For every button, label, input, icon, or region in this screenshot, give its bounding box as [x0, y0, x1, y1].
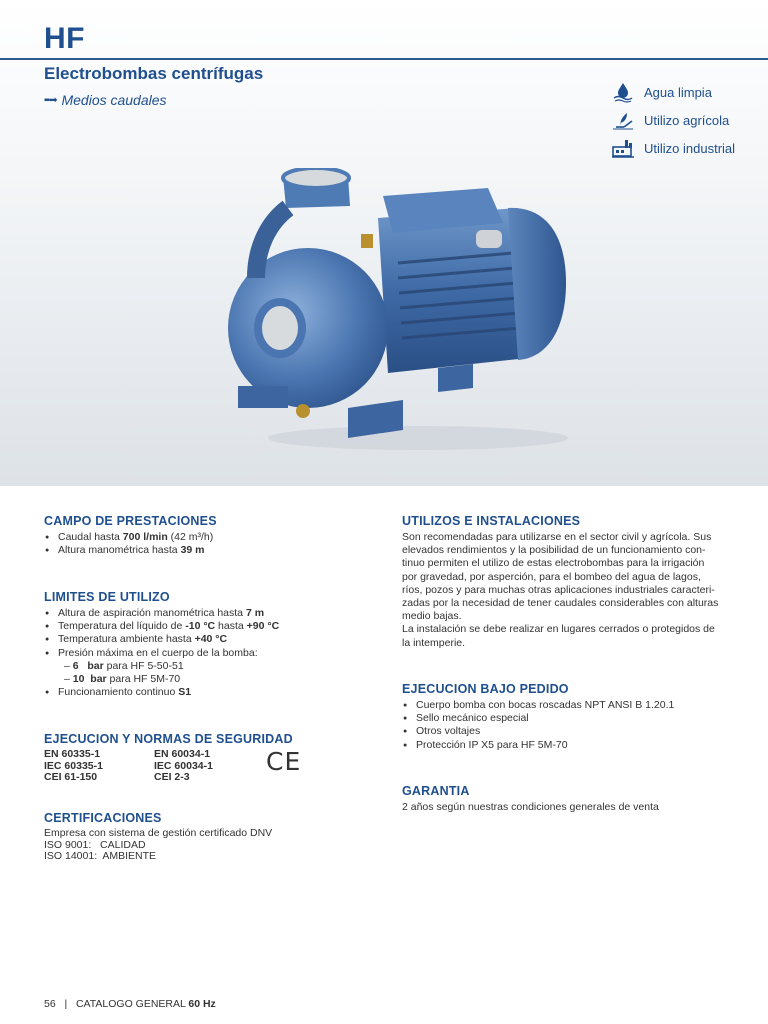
arrow-icon: ▪▪➡ — [44, 94, 57, 106]
section-campo — [44, 514, 217, 557]
section-cert — [44, 811, 272, 863]
list-item: ● Temperatura del líquido de -10 °C hasta +90 °C — [44, 620, 279, 633]
page-footer — [44, 998, 216, 1010]
use-item-agriculture — [610, 106, 735, 134]
list-item: ● Protección IP X5 para HF 5M-70 — [402, 739, 674, 752]
header-divider — [0, 58, 768, 60]
pump-image — [228, 168, 578, 458]
section-normas — [44, 732, 301, 784]
standards-table — [44, 749, 301, 784]
list-subitem: – 6 bar para HF 5-50-51 — [64, 659, 184, 672]
use-item-industry — [610, 134, 735, 162]
cert-text: Empresa con sistema de gestión certificado DNV ISO 9001: CALIDAD ISO 14001: AMBIENTE — [44, 827, 273, 862]
section-heading: GARANTIA — [402, 784, 470, 798]
bullet-list — [44, 531, 217, 557]
footer-separator: | — [64, 998, 68, 1010]
catalog-name: CATALOGO GENERAL — [75, 998, 189, 1010]
garantia-text: 2 años según nuestras condiciones generales de venta — [402, 801, 659, 813]
list-subitem: – 10 bar para HF 5M-70 — [64, 673, 181, 686]
section-garantia — [402, 784, 659, 814]
subtitle-text: Medios caudales — [61, 92, 167, 108]
standards-col: EN 60034-1 IEC 60034-1 CEI 2-3 — [154, 748, 213, 783]
standards-col: EN 60335-1 IEC 60335-1 CEI 61-150 — [44, 748, 103, 783]
use-label: Utilizo industrial — [644, 140, 736, 156]
section-heading: EJECUCION BAJO PEDIDO — [402, 682, 569, 696]
ce-mark: CE — [266, 747, 302, 776]
page-number: 56 — [44, 998, 56, 1010]
industry-icon — [610, 137, 636, 159]
bullet-list — [402, 699, 674, 752]
use-label: Agua limpia — [644, 84, 712, 100]
section-heading: UTILIZOS E INSTALACIONES — [402, 514, 581, 528]
bullet-list — [44, 607, 279, 699]
section-heading: CAMPO DE PRESTACIONES — [44, 514, 217, 528]
section-limites — [44, 590, 279, 699]
use-label: Utilizo agrícola — [644, 112, 730, 128]
list-item: ● Funcionamiento continuo S1 — [44, 686, 279, 699]
list-item: ● Cuerpo bomba con bocas roscadas NPT ANSI B 1.20.1 — [402, 699, 674, 712]
agriculture-icon — [610, 109, 636, 131]
section-heading: LIMITES DE UTILIZO — [44, 590, 170, 604]
page-subtitle — [44, 92, 167, 108]
section-heading: CERTIFICACIONES — [44, 811, 162, 825]
water-drop-icon — [610, 81, 636, 103]
page-title: Electrobombas centrífugas — [44, 64, 264, 83]
list-item: ● Sello mecánico especial — [402, 712, 674, 725]
uses-list — [610, 78, 735, 162]
list-item: ● Altura de aspiración manométrica hasta 7 m — [44, 607, 279, 620]
use-item-clean-water — [610, 78, 735, 106]
utilizos-text: Son recomendadas para utilizarse en el sector civil y agrícola. Sus elevados rendimientos y la posibilidad de un funcionamiento con- tinuo permiten el utilizo de estas electrobombas para la irrigación por gravedad, por asperción, para el bombeo del agua de lagos, ríos, pozos y para muchas otras aplicaciones industriales caracteri- zadas por la necesidad de tener caudales considerables con alturas medio bajas. La instalación se debe realizar en lugares cerrados o protegidos de la intemperie. — [402, 531, 719, 649]
list-item: ● Otros voltajes — [402, 725, 674, 738]
section-heading: EJECUCION Y NORMAS DE SEGURIDAD — [44, 732, 293, 746]
list-item: ● Temperatura ambiente hasta +40 °C — [44, 633, 279, 646]
list-item: ● Caudal hasta 700 l/min (42 m³/h) — [44, 531, 217, 544]
catalog-frequency: 60 Hz — [188, 998, 216, 1010]
list-item: ● Presión máxima en el cuerpo de la bomba: — [44, 647, 279, 660]
model-code: HF — [44, 22, 85, 55]
section-pedido — [402, 682, 674, 752]
section-utilizos — [402, 514, 718, 650]
list-item: ● Altura manométrica hasta 39 m — [44, 544, 217, 557]
